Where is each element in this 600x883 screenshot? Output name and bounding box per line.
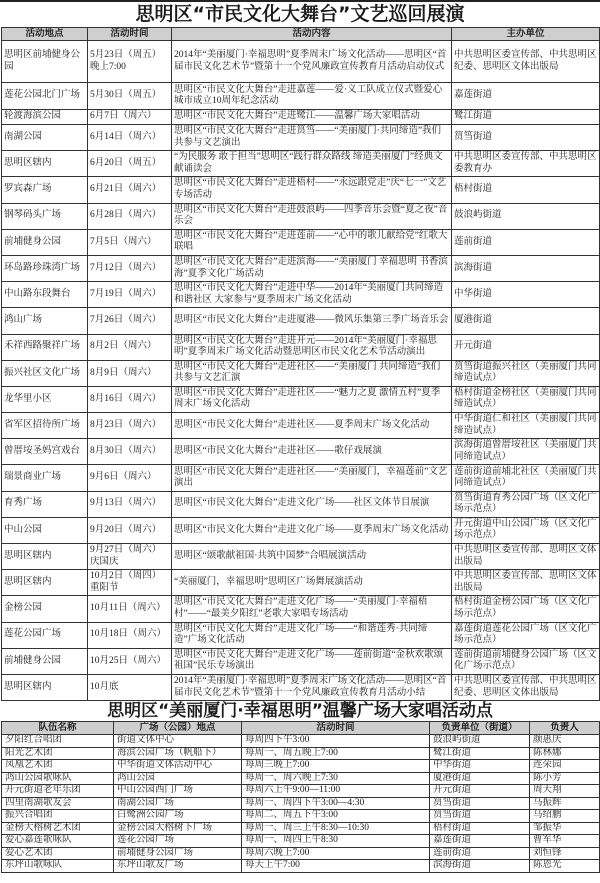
event-row [2, 110, 600, 125]
events-header-row [2, 28, 600, 41]
event-content: 思明区“市民文化大舞台”走进中华——2014年“美丽厦门共同缔造和谐社区 大家参与”夏季周末广场文化活动 [172, 282, 452, 308]
event-time: 7月19日（周六） [88, 282, 172, 308]
event-row [2, 491, 600, 517]
event-location: 轮渡海滨公园 [2, 110, 88, 125]
team-name: 开元街道老年乐团 [2, 785, 114, 798]
team-name: 金榜大榕树艺术团 [2, 822, 114, 835]
team-name: 夕阳红合唱团 [2, 735, 114, 748]
event-organizer: 嘉莲街道莲花公园广场（区文化广场示范点） [452, 622, 600, 648]
team-contact: 连荣园 [530, 760, 600, 773]
event-location: 南湖公园 [2, 125, 88, 151]
event-content: 思明区“市民文化大舞台”走进滨海——“美丽厦门 幸福思明 书香滨海”夏季文化广场活动 [172, 255, 452, 281]
event-content: 思明区“市民文化大舞台”走进文化广场——夏季周末广场文化活动 [172, 517, 452, 543]
event-location: 省军区招待所广场 [2, 413, 88, 439]
event-row [2, 596, 600, 622]
event-organizer: 开元街道中山公园广场（区文化广场示范点） [452, 517, 600, 543]
event-location: 瑞景商业广场 [2, 465, 88, 491]
event-location: 思明区辖内 [2, 151, 88, 177]
event-organizer: 筼筜街道 [452, 125, 600, 151]
header-team: 队伍名称 [2, 722, 114, 735]
event-time: 10月25日（周六） [88, 648, 172, 674]
event-organizer: 中共思明区委宣传部、思明区文体出版局 [452, 570, 600, 596]
event-location: 莲花公园广场 [2, 622, 88, 648]
event-content: “美丽厦门，幸福思明”思明区广场舞展演活动 [172, 570, 452, 596]
event-organizer: 滨海街道曾厝垵社区（美丽厦门共同缔造试点） [452, 439, 600, 465]
event-content: 思明区“市民文化大舞台”走进嘉莲——爱·义工队成立仪式暨爱心城市成立10周年纪念活动 [172, 83, 452, 110]
team-schedule: 每周一、周三上午8:30—10:30 [242, 822, 430, 835]
event-time: 10月底 [88, 674, 172, 700]
team-schedule: 每周一、周五晚上7:00 [242, 747, 430, 760]
team-schedule: 每周二、周五下午3:00 [242, 810, 430, 823]
header-organizer: 主办单位 [452, 28, 600, 41]
event-content: 思明区“市民文化大舞台”走进文化广场——莲前街道“金秋欢歌颂祖国”民乐专场演出 [172, 648, 452, 674]
team-street: 开元街道 [430, 785, 530, 798]
event-location: 思明区辖内 [2, 570, 88, 596]
event-organizer: 筼筜街道振兴社区（美丽厦门共同缔造试点） [452, 360, 600, 386]
event-location: 思明区辖内 [2, 544, 88, 570]
event-row [2, 125, 600, 151]
team-street: 中华街道 [430, 760, 530, 773]
header-content: 活动内容 [172, 28, 452, 41]
event-time: 5月30日（周五） [88, 83, 172, 110]
team-street: 嘉莲街道 [430, 835, 530, 848]
event-location: 思明区前埔健身公园 [2, 41, 88, 83]
event-location: 曾厝垵圣妈宫戏台 [2, 439, 88, 465]
events-table [1, 27, 600, 701]
team-name: 阳光艺术团 [2, 747, 114, 760]
event-content: 思明区“市民文化大舞台”走进社区——“美丽厦门 共同缔造”我们共参与文艺汇演 [172, 360, 452, 386]
team-contact: 陈恩光 [530, 860, 600, 873]
team-row [2, 760, 600, 773]
team-venue: 莲花公园广场 [114, 835, 242, 848]
team-venue: 中华街道文体活动中心 [114, 760, 242, 773]
team-row [2, 810, 600, 823]
event-location: 环岛路珍珠湾广场 [2, 255, 88, 281]
event-time: 7月26日（周六） [88, 308, 172, 334]
team-name: 凤凰艺术团 [2, 760, 114, 773]
team-street: 梧村街道 [430, 822, 530, 835]
event-location: 中山路东段舞台 [2, 282, 88, 308]
event-content: 思明区“市民文化大舞台”走进社区——“魅力之夏 激情五村”夏季周末广场文化活动 [172, 386, 452, 412]
team-venue: 街道文体中心 [114, 735, 242, 748]
event-location: 前埔健身公园 [2, 648, 88, 674]
event-organizer: 梧村街道金榜社区（美丽厦门共同缔造试点） [452, 386, 600, 412]
team-row [2, 785, 600, 798]
event-row [2, 229, 600, 255]
event-content: 思明区“市民文化大舞台”走进筼筜——“美丽厦门·共同缔造”我们共参与文艺演出 [172, 125, 452, 151]
singing-table [1, 721, 600, 873]
team-street: 滨海街道 [430, 860, 530, 873]
event-row [2, 674, 600, 700]
event-organizer: 中共思明区委宣传部、中共思明区纪委、思明区文体出版局 [452, 674, 600, 700]
team-name: 鸿山公园歌咏队 [2, 772, 114, 785]
event-time: 9月13日（周六） [88, 491, 172, 517]
event-row [2, 255, 600, 281]
team-row [2, 835, 600, 848]
team-row [2, 747, 600, 760]
team-schedule: 每周三晚上7:00 [242, 760, 430, 773]
event-row [2, 386, 600, 412]
event-location: 育秀广场 [2, 491, 88, 517]
event-location: 禾祥西路聚祥广场 [2, 334, 88, 360]
event-organizer: 鹭江街道 [452, 110, 600, 125]
event-row [2, 177, 600, 203]
event-organizer: 中共思明区委宣传部、中共思明区委教育办 [452, 151, 600, 177]
singing-title: 思明区“美丽厦门·幸福思明”温馨广场大家唱活动点 [107, 701, 493, 722]
event-content: 思明区“市民文化大舞台”走进社区——夏季周末广场文化活动 [172, 413, 452, 439]
event-time: 7月12日（周六） [88, 255, 172, 281]
event-row [2, 622, 600, 648]
header-time: 活动时间 [88, 28, 172, 41]
team-row [2, 860, 600, 873]
team-name: 振兴合唱团 [2, 810, 114, 823]
event-time: 8月30日（周六） [88, 439, 172, 465]
event-location: 莲花公园北门广场 [2, 83, 88, 110]
event-row [2, 151, 600, 177]
team-row [2, 822, 600, 835]
event-content: 思明区“市民文化大舞台”走进鼓浪屿——四季音乐会暨“夏之夜”音乐会 [172, 203, 452, 229]
team-schedule: 每周四下午3:00 [242, 735, 430, 748]
team-contact: 刘恒锋 [530, 847, 600, 860]
event-time: 8月23日（周六） [88, 413, 172, 439]
event-time: 10月11日（周六） [88, 596, 172, 622]
team-name: 四里南湖歌友会 [2, 797, 114, 810]
team-schedule: 每周一、周四下午3:00—4:30 [242, 797, 430, 810]
event-location: 金榜公园 [2, 596, 88, 622]
team-street: 鼓浪屿街道 [430, 735, 530, 748]
header-venue: 广场（公园）地点 [114, 722, 242, 735]
event-location: 罗宾森广场 [2, 177, 88, 203]
event-location: 龙华里小区 [2, 386, 88, 412]
header-location: 活动地点 [2, 28, 88, 41]
event-content: 思明区“市民文化大舞台”走进文化广场——社区文体节目展演 [172, 491, 452, 517]
team-name: 爱心艺术团 [2, 847, 114, 860]
event-location: 中山公园 [2, 517, 88, 543]
event-time: 10月18日（周六） [88, 622, 172, 648]
team-schedule: 每周六上午9:00—11:00 [242, 785, 430, 798]
team-street: 厦港街道 [430, 772, 530, 785]
team-venue: 金榜公园大榕树下广场 [114, 822, 242, 835]
event-organizer: 厦港街道 [452, 308, 600, 334]
event-organizer: 莲前街道前埔健身公园广场（区文化广场示范点） [452, 648, 600, 674]
event-row [2, 439, 600, 465]
event-organizer: 中共思明区委宣传部、中共思明区纪委、思明区文体出版局 [452, 41, 600, 83]
team-contact: 陈林娜 [530, 747, 600, 760]
team-name: 爱心嘉莲歌咏队 [2, 835, 114, 848]
event-time: 10月2日（周四）重阳节 [88, 570, 172, 596]
event-content: 思明区“市民文化大舞台”走进社区——歌仔戏展演 [172, 439, 452, 465]
header-contact: 负责人 [530, 722, 600, 735]
event-organizer: 中华街道仁和社区（美丽厦门共同缔造试点） [452, 413, 600, 439]
team-schedule: 每天上午7:00 [242, 860, 430, 873]
singing-body [2, 735, 600, 873]
event-time: 9月20日（周六） [88, 517, 172, 543]
event-organizer: 梧村街道金榜公园广场（区文化广场示范点） [452, 596, 600, 622]
event-row [2, 203, 600, 229]
team-row [2, 797, 600, 810]
event-time: 6月20日（周五） [88, 151, 172, 177]
team-contact: 邹振华 [530, 822, 600, 835]
team-venue: 前埔健身公园广场 [114, 847, 242, 860]
event-time: 9月27日（周六）庆国庆 [88, 544, 172, 570]
team-venue: 南湖公园广场 [114, 797, 242, 810]
team-name: 东坪山歌咏队 [2, 860, 114, 873]
team-row [2, 847, 600, 860]
event-content: 思明区“市民文化大舞台”走进开元——2014年“美丽厦门·幸福思明”夏季周末广场文化活动暨思明区市民文化艺术节活动演出 [172, 334, 452, 360]
event-location: 振兴社区文化广场 [2, 360, 88, 386]
event-row [2, 648, 600, 674]
team-contact: 马绍鹏 [530, 810, 600, 823]
team-row [2, 735, 600, 748]
event-organizer: 中共思明区委宣传部、思明区文体出版局 [452, 544, 600, 570]
team-street: 鹭江街道 [430, 747, 530, 760]
event-row [2, 413, 600, 439]
event-content: 思明区“市民文化大舞台”走进文化广场——“美丽厦门·幸福梧村”——“最美夕阳红”老歌大家唱专场活动 [172, 596, 452, 622]
event-row [2, 41, 600, 83]
event-organizer: 梧村街道 [452, 177, 600, 203]
event-content: 思明区“市民文化大舞台”走进鹭江——温馨广场大家唱活动 [172, 110, 452, 125]
event-content: 思明区“市民文化大舞台”走进厦港——微风乐集第三季广场音乐会 [172, 308, 452, 334]
event-organizer: 莲前街道前埔北社区（美丽厦门共同缔造试点） [452, 465, 600, 491]
event-row [2, 517, 600, 543]
team-venue: 白鹭洲公园广场 [114, 810, 242, 823]
event-content: 2014年“美丽厦门·幸福思明”夏季周末广场文化活动——思明区“首届市民文化艺术节”暨第十一个党风廉政宣传教育月活动小结 [172, 674, 452, 700]
event-row [2, 544, 600, 570]
team-schedule: 每周一、周四上午8:30 [242, 835, 430, 848]
event-time: 6月21日（周六） [88, 177, 172, 203]
event-row [2, 334, 600, 360]
team-street: 莲前街道 [430, 847, 530, 860]
event-row [2, 282, 600, 308]
event-row [2, 360, 600, 386]
event-time: 8月2日（周六） [88, 334, 172, 360]
event-organizer: 滨海街道 [452, 255, 600, 281]
team-venue: 鸿山公园 [114, 772, 242, 785]
team-contact: 陈小芳 [530, 772, 600, 785]
event-organizer: 嘉莲街道 [452, 83, 600, 110]
event-time: 8月9日（周六） [88, 360, 172, 386]
event-location: 思明区辖内 [2, 674, 88, 700]
event-organizer: 中华街道 [452, 282, 600, 308]
events-title: 思明区“市民文化大舞台”文艺巡回展演 [0, 0, 600, 27]
header-street: 负责单位（街道） [430, 722, 530, 735]
event-organizer: 筼筜街道育秀公园广场（区文化广场示范点） [452, 491, 600, 517]
event-location: 前埔健身公园 [2, 229, 88, 255]
event-content: 思明区“市民文化大舞台”走进社区——“美丽厦门，幸福莲前”文艺演出 [172, 465, 452, 491]
event-content: “为民服务 敢于担当”思明区“践行群众路线 缔造美丽厦门”经典文献诵读会 [172, 151, 452, 177]
event-time: 5月23日（周五）晚上7:00 [88, 41, 172, 83]
event-row [2, 308, 600, 334]
team-contact: 周天翔 [530, 785, 600, 798]
team-street: 筼筜街道 [430, 810, 530, 823]
team-schedule: 每周一、周六晚上7:30 [242, 772, 430, 785]
event-content: 思明区“市民文化大舞台”走进梧村——“永远跟党走”庆“七一”文艺专场活动 [172, 177, 452, 203]
event-location: 鸿山广场 [2, 308, 88, 334]
singing-header-row [2, 722, 600, 735]
event-content: 思明区“市民文化大舞台”走进文化广场——“和谐莲秀·共同缔造”广场文化活动 [172, 622, 452, 648]
event-time: 6月14日（周六） [88, 125, 172, 151]
team-schedule: 每周六晚上7:00 [242, 847, 430, 860]
event-row [2, 83, 600, 110]
event-location: 钢琴码头广场 [2, 203, 88, 229]
event-content: 2014年“美丽厦门·幸福思明”夏季周末广场文化活动——思明区“首届市民文化艺术节”暨第十一个党风廉政宣传教育月活动启动仪式 [172, 41, 452, 83]
team-contact: 颜惠庆 [530, 735, 600, 748]
event-row [2, 570, 600, 596]
team-contact: 曹军华 [530, 835, 600, 848]
events-body [2, 41, 600, 701]
event-time: 9月6日（周六） [88, 465, 172, 491]
event-organizer: 开元街道 [452, 334, 600, 360]
event-content: 思明区“颂歌献祖国·共筑中国梦”合唱展演活动 [172, 544, 452, 570]
event-time: 6月28日（周六） [88, 203, 172, 229]
team-street: 筼筜街道 [430, 797, 530, 810]
team-venue: 中山公园西门广场 [114, 785, 242, 798]
event-row [2, 465, 600, 491]
team-venue: 海滨公园广场（帆船下） [114, 747, 242, 760]
event-time: 8月16日（周六） [88, 386, 172, 412]
event-organizer: 莲前街道 [452, 229, 600, 255]
event-time: 6月7日（周六） [88, 110, 172, 125]
team-row [2, 772, 600, 785]
header-schedule: 活动时间 [242, 722, 430, 735]
event-content: 思明区“市民文化大舞台”走进莲前——“心中的歌儿献给党”红歌大联唱 [172, 229, 452, 255]
team-contact: 马振辉 [530, 797, 600, 810]
event-time: 7月5日（周六） [88, 229, 172, 255]
event-organizer: 鼓浪屿街道 [452, 203, 600, 229]
team-venue: 东坪山歌友广场 [114, 860, 242, 873]
